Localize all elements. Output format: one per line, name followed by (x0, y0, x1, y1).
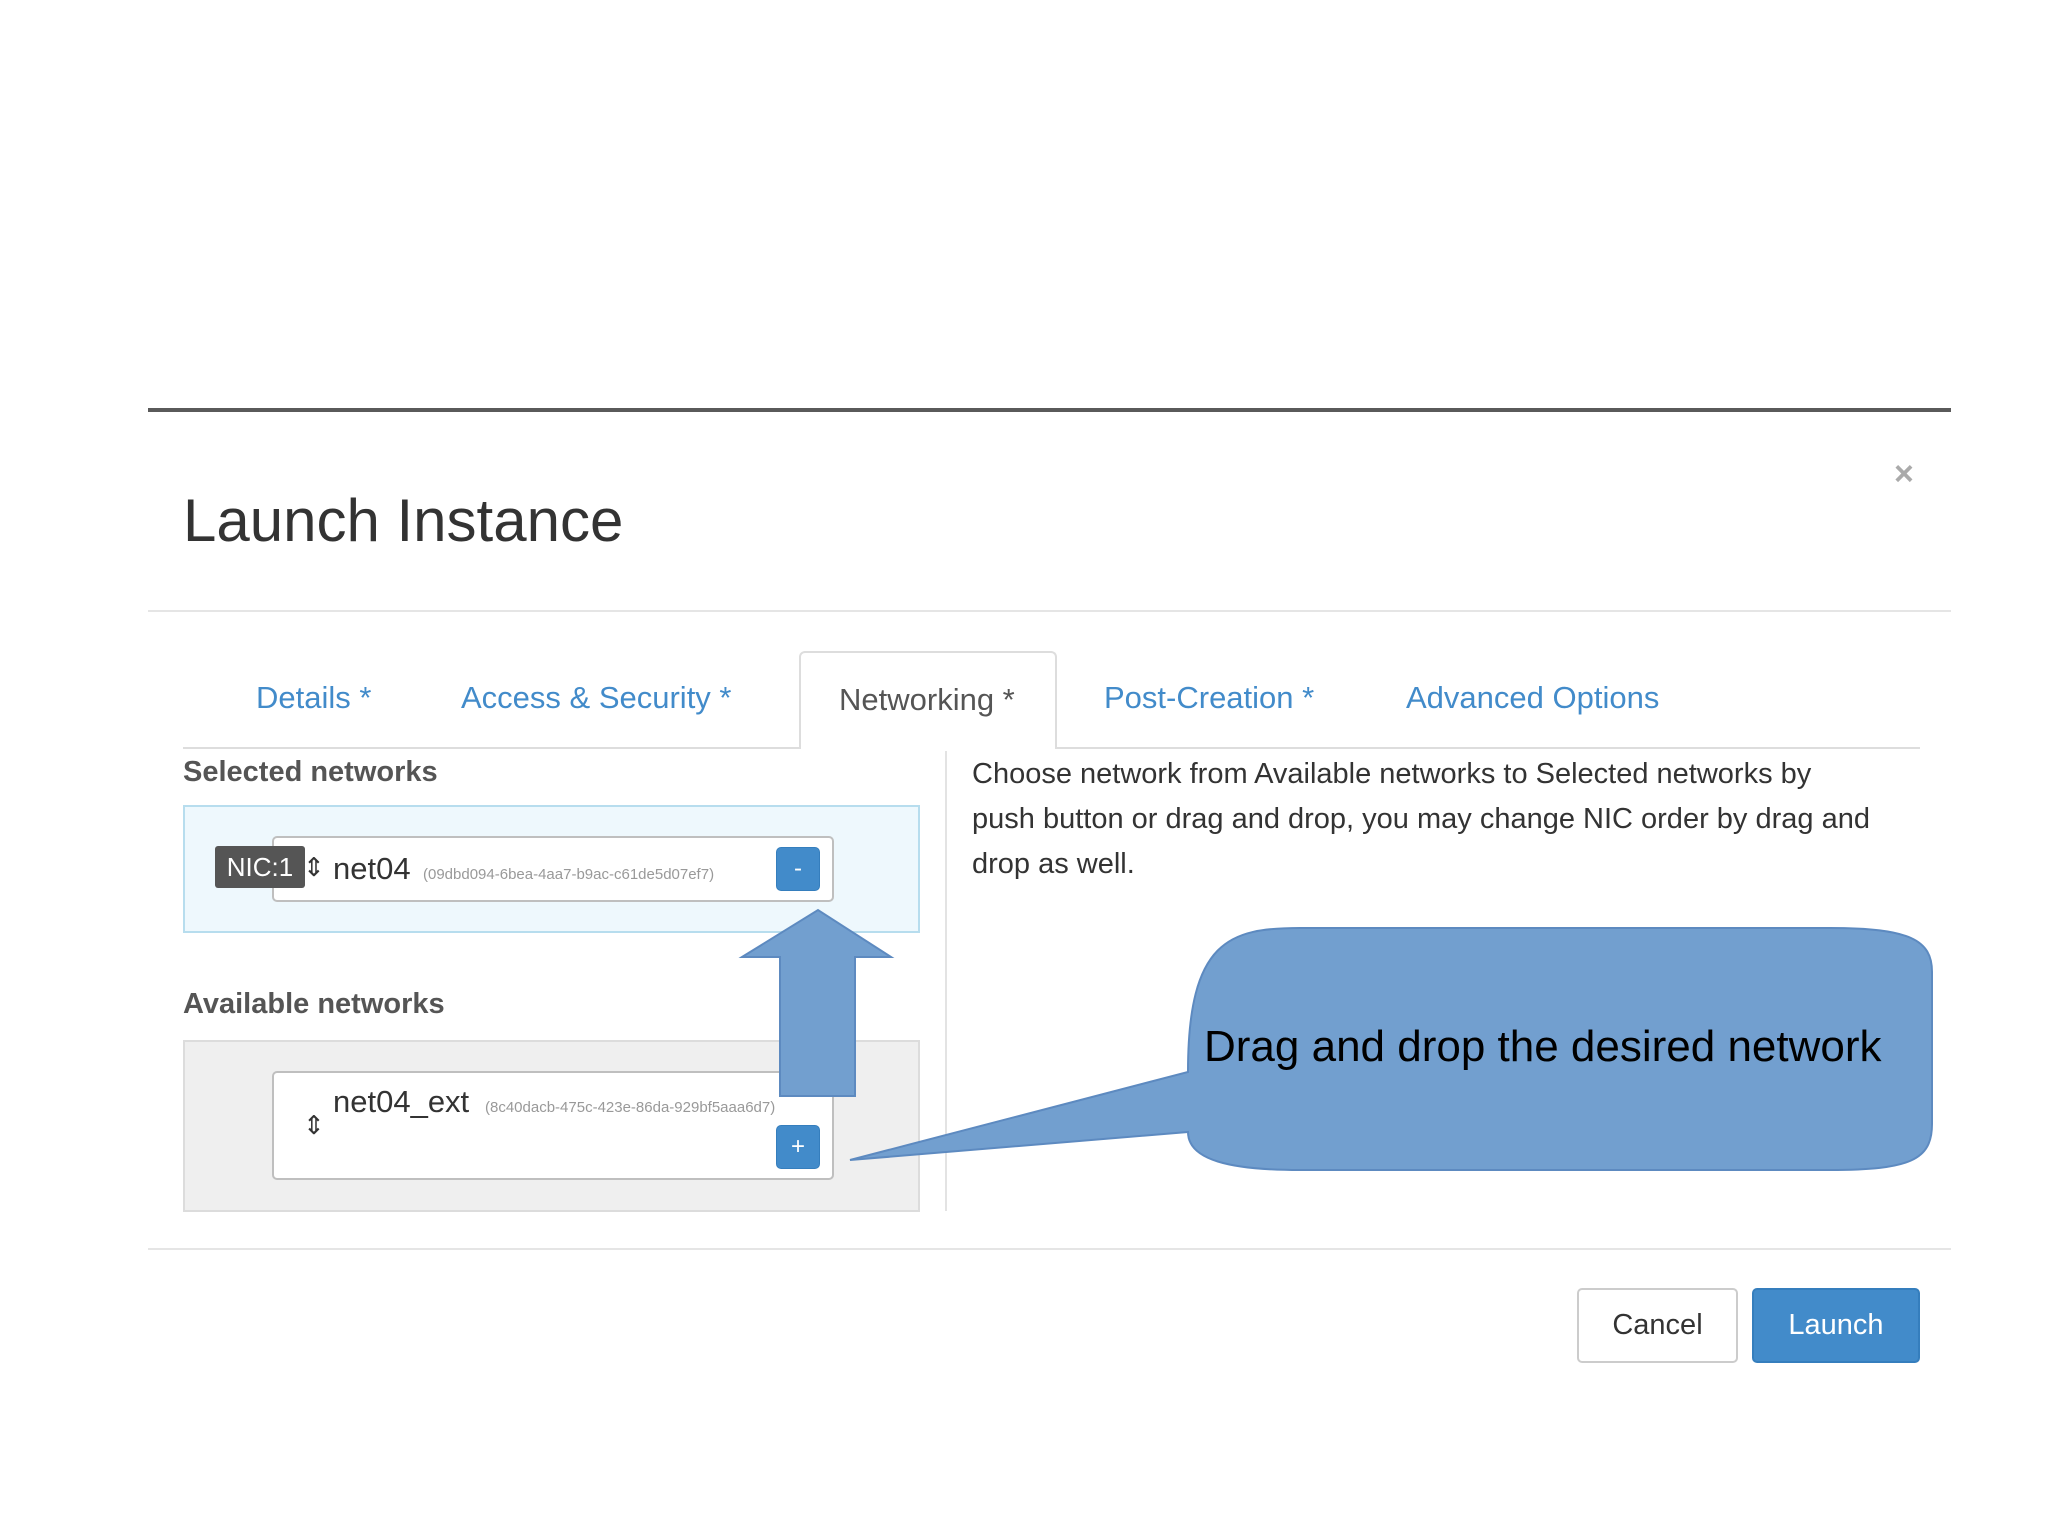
tab-advanced-options[interactable]: Advanced Options (1406, 680, 1660, 715)
sort-icon[interactable]: ⇕ (303, 1110, 325, 1140)
launch-button[interactable]: Launch (1752, 1288, 1920, 1363)
cancel-button[interactable]: Cancel (1577, 1288, 1738, 1363)
tab-post-creation[interactable]: Post-Creation * (1104, 680, 1315, 715)
callout-text: Drag and drop the desired network (1204, 1022, 1882, 1071)
networking-help-text: Choose network from Available networks to Selected networks by push button or drag and drop, you may change NIC order by drag and drop as well. (972, 758, 1870, 880)
tab-details[interactable]: Details * (256, 680, 372, 715)
nic-badge: NIC:1 (215, 846, 305, 888)
modal-title: Launch Instance (183, 487, 624, 554)
network-name: net04 (333, 851, 411, 886)
footer-divider (148, 1248, 1951, 1250)
available-networks-heading: Available networks (183, 988, 445, 1020)
network-name: net04_ext (333, 1084, 470, 1119)
up-arrow-annotation (742, 910, 891, 1096)
add-network-button[interactable]: + (776, 1125, 820, 1169)
remove-network-button[interactable]: - (776, 847, 820, 891)
tab-access-security[interactable]: Access & Security * (461, 680, 732, 715)
sort-icon[interactable]: ⇕ (303, 852, 325, 882)
close-icon[interactable]: × (1894, 455, 1914, 493)
selected-networks-heading: Selected networks (183, 756, 438, 788)
network-id: (09dbd094-6bea-4aa7-b9ac-c61de5d07ef7) (423, 866, 715, 883)
tab-networking-label: Networking * (839, 682, 1015, 717)
network-id: (8c40dacb-475c-423e-86da-929bf5aaa6d7) (485, 1099, 776, 1116)
